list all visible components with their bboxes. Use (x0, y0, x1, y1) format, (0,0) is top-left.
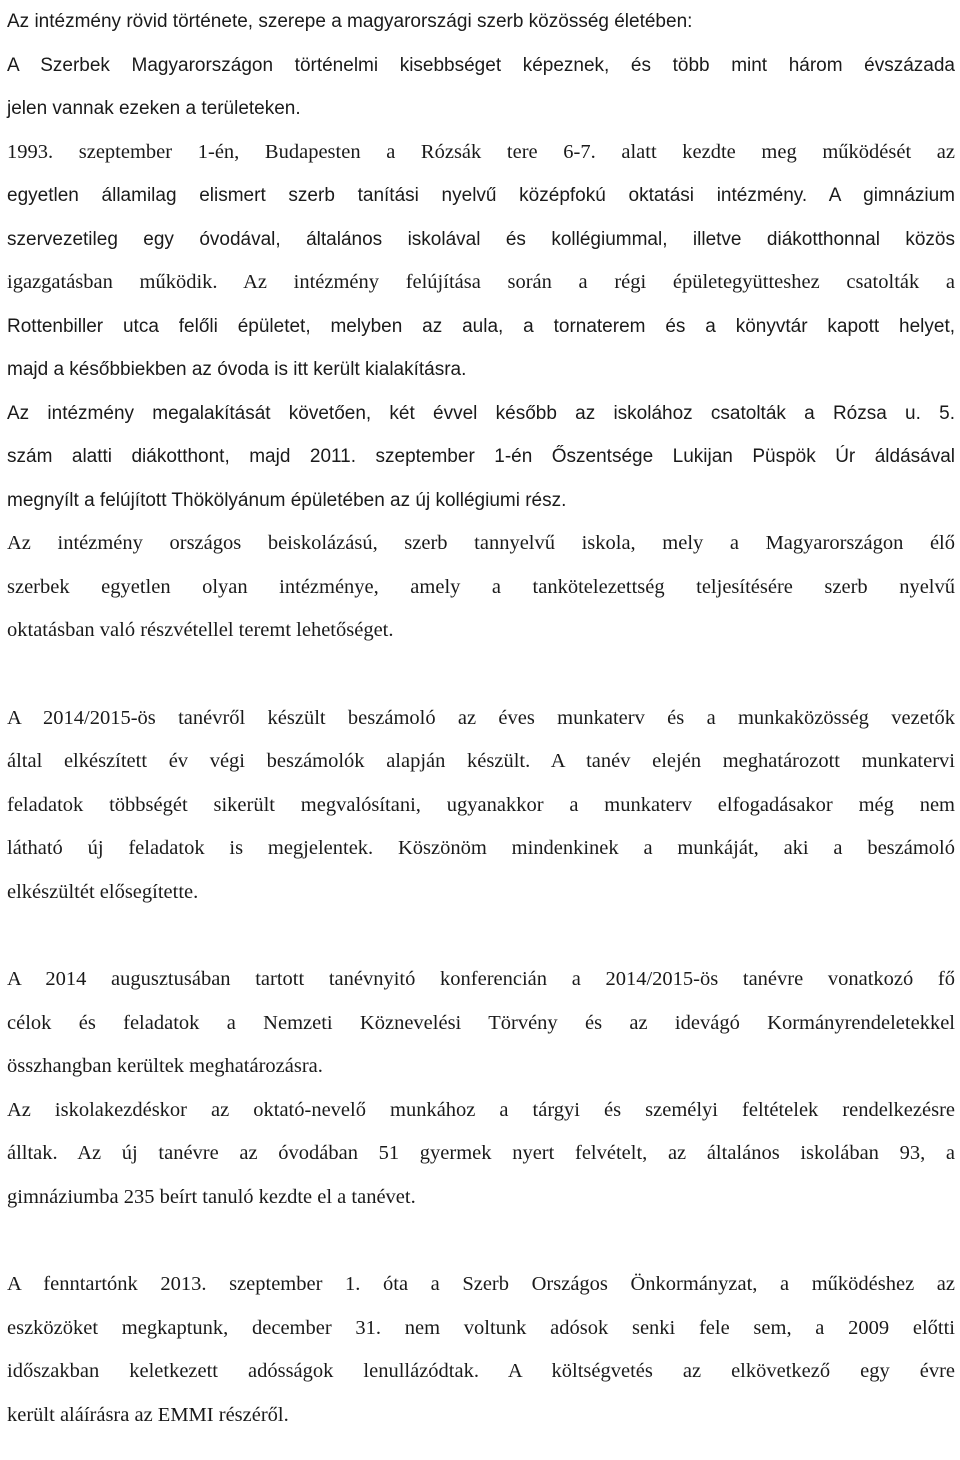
text-line: Az intézmény országos beiskolázású, szerb tannyelvű iskola, mely a Magyarországon élő (7, 532, 955, 554)
text-line: elkészültét elősegítette. (7, 880, 199, 903)
text-line: eszközöket megkaptunk, december 31. nem voltunk adósok senki fele sem, a 2009 előtti (7, 1316, 955, 1339)
paragraph-spacer (7, 1219, 955, 1263)
text-line: szervezetileg egy óvodával, általános iskolával és kollégiummal, illetve diákotthonnal közös (7, 228, 955, 250)
text-line: álltak. Az új tanévre az óvodában 51 gyermek nyert felvételt, az általános iskolában 93, a (7, 1142, 955, 1164)
text-line: került aláírásra az EMMI részéről. (7, 1403, 289, 1426)
text-line: szám alatti diákotthont, majd 2011. szeptember 1-én Őszentsége Lukijan Püspök Úr áldásával (7, 446, 955, 467)
text-line: Az intézmény rövid története, szerepe a magyarországi szerb közösség életében: (7, 11, 693, 32)
text-line: igazgatásban működik. Az intézmény felújítása során a régi épületegyütteshez csatolták a (7, 271, 955, 293)
document-body (7, 0, 955, 1437)
text-line: oktatásban való részvétellel teremt lehetőséget. (7, 619, 394, 641)
paragraph-spacer (7, 653, 955, 697)
text-line: A fenntartónk 2013. szeptember 1. óta a Szerb Országos Önkormányzat, a működéshez az (7, 1273, 955, 1295)
text-line: Az intézmény megalakítását követően, két évvel később az iskolához csatolták a Rózsa u. 5. (7, 402, 955, 424)
text-line: A 2014 augusztusában tartott tanévnyitó konferencián a 2014/2015-ös tanévre vonatkozó fő (7, 968, 955, 990)
text-line: gimnáziumba 235 beírt tanuló kezdte el a tanévet. (7, 1185, 416, 1208)
text-line: feladatok többségét sikerült megvalósítani, ugyanakkor a munkaterv elfogadásakor még nem (7, 793, 955, 816)
text-line: időszakban keletkezett adósságok lenullázódtak. A költségvetés az elkövetkező egy évre (7, 1360, 955, 1382)
text-line: egyetlen államilag elismert szerb tanítási nyelvű középfokú oktatási intézmény. A gimnázium (7, 185, 955, 206)
text-line: 1993. szeptember 1-én, Budapesten a Rózsák tere 6-7. alatt kezdte meg működését az (7, 140, 955, 163)
text-line: megnyílt a felújított Thökölyánum épületében az új kollégiumi rész. (7, 489, 567, 511)
text-line: összhangban kerültek meghatározásra. (7, 1055, 323, 1077)
text-line: által elkészített év végi beszámolók alapján készült. A tanév elején meghatározott munkatervi (7, 750, 955, 772)
text-line: látható új feladatok is megjelentek. Köszönöm mindenkinek a munkáját, aki a beszámoló (7, 837, 955, 859)
text-line: szerbek egyetlen olyan intézménye, amely a tankötelezettség teljesítésére szerb nyelvű (7, 575, 955, 598)
text-line: A 2014/2015-ös tanévről készült beszámoló az éves munkaterv és a munkaközösség vezetők (7, 706, 955, 729)
paragraph-spacer (7, 914, 955, 958)
text-line: célok és feladatok a Nemzeti Köznevelési Törvény és az idevágó Kormányrendeletekkel (7, 1011, 955, 1034)
text-line: A Szerbek Magyarországon történelmi kisebbséget képeznek, és több mint három évszázada (7, 54, 955, 76)
text-line: jelen vannak ezeken a területeken. (7, 98, 301, 119)
text-line: Az iskolakezdéskor az oktató-nevelő munkához a tárgyi és személyi feltételek rendelkezésre (7, 1098, 955, 1121)
text-line: majd a későbbiekben az óvoda is itt került kialakításra. (7, 359, 467, 380)
text-line: Rottenbiller utca felőli épületet, melyben az aula, a tornaterem és a könyvtár kapott helyet, (7, 315, 955, 337)
